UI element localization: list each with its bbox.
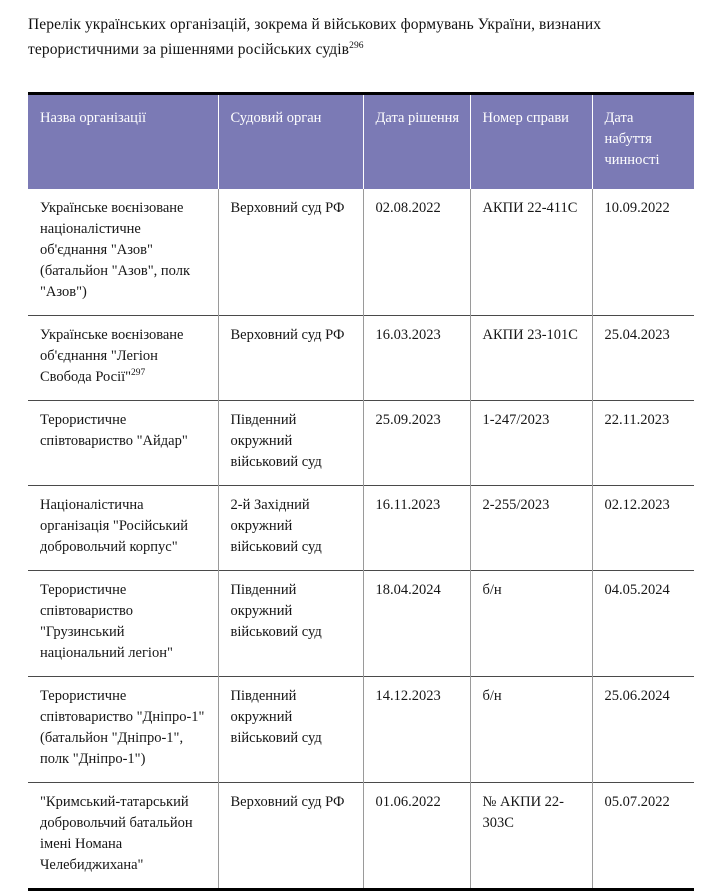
table-row bbox=[28, 486, 694, 571]
cell-organization: Українське воєнізоване об'єднання "Легіон Свобода Росії"$^{297}$ bbox=[28, 316, 218, 401]
cell-organization: Українське воєнізоване націоналістичне об'єднання "Азов" (батальйон "Азов", полк "Азов") bbox=[28, 189, 218, 316]
cell-organization: Терористичне співтовариство "Дніпро-1" (батальйон "Дніпро-1", полк "Дніпро-1") bbox=[28, 677, 218, 783]
cell-court: Верховний суд РФ bbox=[218, 316, 363, 401]
column-header-organization: Назва організації bbox=[28, 94, 218, 190]
terrorist-designations-table bbox=[28, 92, 694, 891]
cell-effective-date: 10.09.2022 bbox=[604, 200, 670, 216]
cell-decision-date: 16.11.2023 bbox=[363, 486, 470, 571]
row-footnote-marker: 297 bbox=[131, 368, 146, 379]
cell-court: Верховний суд РФ bbox=[218, 783, 363, 890]
column-header-decision-date: Дата рішення bbox=[363, 94, 470, 190]
table-container bbox=[28, 92, 694, 891]
table-body bbox=[28, 189, 694, 890]
cell-organization: "Кримський-татарський добровольчий батальйон імені Номана Челебиджихана" bbox=[28, 783, 218, 890]
cell-court: Південний окружний військовий суд bbox=[218, 571, 363, 677]
cell-court: Верховний суд РФ bbox=[218, 189, 363, 316]
cell-case-number: б/н bbox=[470, 677, 592, 783]
cell-organization: Терористичне співтовариство "Айдар" bbox=[28, 401, 218, 486]
cell-effective-date: 02.12.2023 bbox=[592, 486, 694, 571]
table-row bbox=[28, 783, 694, 890]
cell-decision-date: 02.08.2022 bbox=[363, 189, 470, 316]
cell-case-number: б/н bbox=[470, 571, 592, 677]
cell-case-number: № АКПИ 22-303С bbox=[470, 783, 592, 890]
cell-case-number: 2-255/2023 bbox=[470, 486, 592, 571]
cell-organization: Терористичне співтовариство "Грузинський національний легіон" bbox=[28, 571, 218, 677]
cell-case-number: АКПИ 22-411С bbox=[470, 189, 592, 316]
table-row bbox=[28, 316, 694, 401]
column-header-court: Судовий орган bbox=[218, 94, 363, 190]
cell-case-number: АКПИ 23-101С bbox=[470, 316, 592, 401]
column-header-case-number: Номер справи bbox=[470, 94, 592, 190]
cell-decision-date: 25.09.2023 bbox=[363, 401, 470, 486]
cell-effective-date: 25.04.2023 bbox=[592, 316, 694, 401]
table-row bbox=[28, 401, 694, 486]
table-row bbox=[28, 677, 694, 783]
cell-case-number: 1-247/2023 bbox=[470, 401, 592, 486]
table-row bbox=[28, 189, 694, 316]
cell-decision-date: 01.06.2022 bbox=[363, 783, 470, 890]
cell-decision-date: 18.04.2024 bbox=[363, 571, 470, 677]
table-header-row bbox=[28, 94, 694, 190]
cell-effective-date: 05.07.2022 bbox=[592, 783, 694, 890]
table-header bbox=[28, 94, 694, 190]
column-header-effective-date: Дата набуття чинності bbox=[592, 94, 694, 190]
cell-effective-date: 22.11.2023 bbox=[592, 401, 694, 486]
cell-decision-date: 14.12.2023 bbox=[363, 677, 470, 783]
caption-footnote-marker: 296 bbox=[349, 40, 364, 51]
cell-court: 2-й Західний окружний військовий суд bbox=[218, 486, 363, 571]
cell-court: Південний окружний військовий суд bbox=[218, 677, 363, 783]
cell-effective-date: 25.06.2024 bbox=[592, 677, 694, 783]
table-caption bbox=[28, 12, 694, 62]
cell-decision-date: 16.03.2023 bbox=[363, 316, 470, 401]
cell-court: Південний окружний військовий суд bbox=[218, 401, 363, 486]
caption-text: Перелік українських організацій, зокрема й військових формувань України, визнаних терористичними за рішеннями російських судів bbox=[28, 16, 602, 58]
cell-effective-date: 04.05.2024 bbox=[592, 571, 694, 677]
cell-organization: Націоналістична організація "Російський добровольчий корпус" bbox=[28, 486, 218, 571]
table-row bbox=[28, 571, 694, 677]
